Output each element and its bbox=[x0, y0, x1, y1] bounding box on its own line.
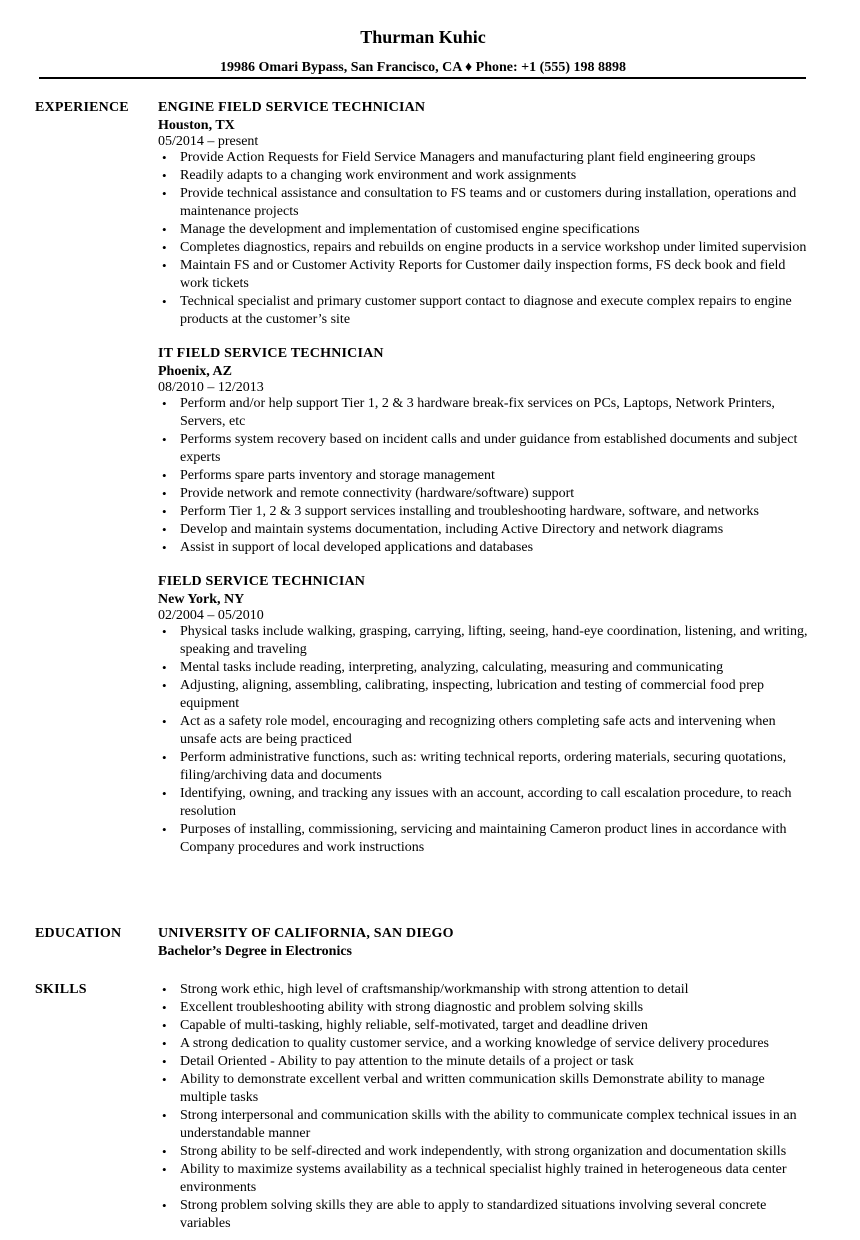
job-bullets bbox=[158, 149, 808, 329]
job-entry bbox=[158, 99, 808, 329]
degree-name: Bachelor’s Degree in Electronics bbox=[158, 944, 353, 959]
job-bullet: • Mental tasks include reading, interpreting, analyzing, calculating, measuring and communicating bbox=[158, 659, 808, 677]
skill-item: • Strong ability to be self-directed and work independently, with strong organization and documentation skills bbox=[158, 1143, 808, 1161]
skill-bullets bbox=[158, 981, 808, 1233]
skill-item: • Strong problem solving skills they are able to apply to standardized situations involving several concrete variables bbox=[158, 1197, 808, 1233]
section-label-education: EDUCATION bbox=[35, 926, 122, 941]
job-bullet: • Identifying, owning, and tracking any issues with an account, according to call escalation procedure, to reach resolution bbox=[158, 785, 808, 821]
job-title: FIELD SERVICE TECHNICIAN bbox=[158, 574, 366, 589]
job-location: Houston, TX bbox=[158, 118, 235, 133]
job-bullet: • Manage the development and implementation of customised engine specifications bbox=[158, 221, 808, 239]
job-bullet: • Act as a safety role model, encouraging and recognizing others completing safe acts and intervening when unsafe acts are being practiced bbox=[158, 713, 808, 749]
job-title: IT FIELD SERVICE TECHNICIAN bbox=[158, 346, 384, 361]
section-label-skills: SKILLS bbox=[35, 982, 87, 997]
contact-line: 19986 Omari Bypass, San Francisco, CA ♦ Phone: +1 (555) 198 8898 bbox=[220, 60, 626, 75]
job-bullet: • Perform and/or help support Tier 1, 2 & 3 hardware break-fix services on PCs, Laptops, Network Printers, Servers, etc bbox=[158, 395, 808, 431]
header-divider bbox=[39, 77, 806, 79]
skill-item: • Ability to demonstrate excellent verbal and written communication skills Demonstrate ability to manage multiple tasks bbox=[158, 1071, 808, 1107]
skill-item: • A strong dedication to quality customer service, and a working knowledge of service delivery procedures bbox=[158, 1035, 808, 1053]
job-title: ENGINE FIELD SERVICE TECHNICIAN bbox=[158, 100, 426, 115]
job-bullet: • Readily adapts to a changing work environment and work assignments bbox=[158, 167, 808, 185]
job-location: New York, NY bbox=[158, 592, 245, 607]
skill-item: • Detail Oriented - Ability to pay attention to the minute details of a project or task bbox=[158, 1053, 808, 1071]
job-bullet: • Adjusting, aligning, assembling, calibrating, inspecting, lubrication and testing of commercial food prep equipment bbox=[158, 677, 808, 713]
job-bullets bbox=[158, 395, 808, 557]
experience-list bbox=[158, 99, 808, 873]
job-bullet: • Provide Action Requests for Field Service Managers and manufacturing plant field engineering groups bbox=[158, 149, 808, 167]
job-dates: 08/2010 – 12/2013 bbox=[158, 380, 264, 395]
job-bullet: • Technical specialist and primary customer support contact to diagnose and execute complex repairs to engine products at the customer’s site bbox=[158, 293, 808, 329]
job-bullet: • Develop and maintain systems documentation, including Active Directory and network diagrams bbox=[158, 521, 808, 539]
skill-item: • Capable of multi-tasking, highly reliable, self-motivated, target and deadline driven bbox=[158, 1017, 808, 1035]
education-entry bbox=[158, 925, 808, 961]
job-bullet: • Purposes of installing, commissioning, servicing and maintaining Cameron product lines in accordance with Company procedures and work instructions bbox=[158, 821, 808, 857]
job-bullet: • Physical tasks include walking, grasping, carrying, lifting, seeing, hand-eye coordination, listening, and writing, speaking and traveling bbox=[158, 623, 808, 659]
job-bullet: • Performs spare parts inventory and storage management bbox=[158, 467, 808, 485]
job-bullet: • Provide network and remote connectivity (hardware/software) support bbox=[158, 485, 808, 503]
job-bullet: • Maintain FS and or Customer Activity Reports for Customer daily inspection forms, FS deck book and field work tickets bbox=[158, 257, 808, 293]
skill-item: • Strong interpersonal and communication skills with the ability to communicate complex technical issues in an understandable manner bbox=[158, 1107, 808, 1143]
job-entry bbox=[158, 345, 808, 557]
job-dates: 05/2014 – present bbox=[158, 134, 259, 149]
job-bullet: • Performs system recovery based on incident calls and under guidance from established documents and subject experts bbox=[158, 431, 808, 467]
job-bullet: • Completes diagnostics, repairs and rebuilds on engine products in a service workshop under limited supervision bbox=[158, 239, 808, 257]
skill-item: • Excellent troubleshooting ability with strong diagnostic and problem solving skills bbox=[158, 999, 808, 1017]
section-label-experience: EXPERIENCE bbox=[35, 100, 129, 115]
job-bullet: • Perform Tier 1, 2 & 3 support services installing and troubleshooting hardware, software, and networks bbox=[158, 503, 808, 521]
job-bullet: • Assist in support of local developed applications and databases bbox=[158, 539, 808, 557]
job-dates: 02/2004 – 05/2010 bbox=[158, 608, 264, 623]
school-name: UNIVERSITY OF CALIFORNIA, SAN DIEGO bbox=[158, 926, 454, 941]
skill-item: • Ability to maximize systems availability as a technical specialist highly trained in heterogeneous data center environments bbox=[158, 1161, 808, 1197]
skills-list bbox=[158, 981, 808, 1233]
job-bullet: • Provide technical assistance and consultation to FS teams and or customers during installation, operations and maintenance projects bbox=[158, 185, 808, 221]
candidate-name: Thurman Kuhic bbox=[360, 27, 486, 47]
job-bullets bbox=[158, 623, 808, 857]
skill-item: • Strong work ethic, high level of craftsmanship/workmanship with strong attention to detail bbox=[158, 981, 808, 999]
job-entry bbox=[158, 573, 808, 857]
job-location: Phoenix, AZ bbox=[158, 364, 232, 379]
job-bullet: • Perform administrative functions, such as: writing technical reports, ordering materials, securing quotations, filing/archiving data and documents bbox=[158, 749, 808, 785]
